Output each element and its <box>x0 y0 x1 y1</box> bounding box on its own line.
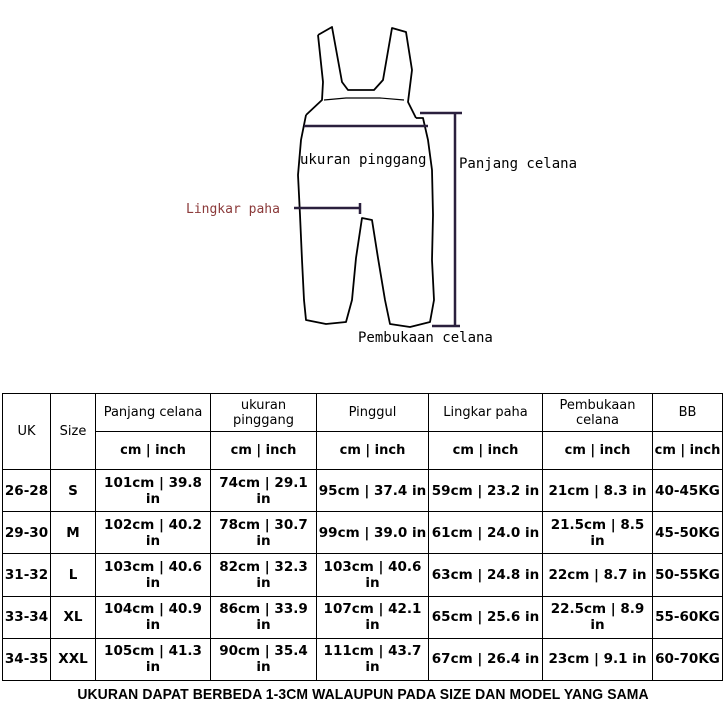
waist-label: ukuran pinggang <box>300 152 427 168</box>
overall-outline <box>298 27 434 327</box>
cell-weight: 45-50KG <box>653 512 723 554</box>
cell-waist: 90cm | 35.4 in <box>211 638 317 680</box>
cell-uk: 29-30 <box>3 512 51 554</box>
header-hip: Pinggul <box>317 394 429 432</box>
cell-hip: 95cm | 37.4 in <box>317 470 429 512</box>
cell-length: 105cm | 41.3 in <box>96 638 211 680</box>
header-uk: UK <box>3 394 51 470</box>
cell-waist: 74cm | 29.1 in <box>211 470 317 512</box>
header-opening-line2: celana <box>576 412 619 428</box>
cell-length: 102cm | 40.2 in <box>96 512 211 554</box>
cell-weight: 55-60KG <box>653 596 723 638</box>
cell-weight: 50-55KG <box>653 554 723 596</box>
unit-length: cm | inch <box>96 432 211 470</box>
cell-thigh: 59cm | 23.2 in <box>429 470 543 512</box>
unit-waist: cm | inch <box>211 432 317 470</box>
header-size: Size <box>51 394 96 470</box>
unit-weight: cm | inch <box>653 432 723 470</box>
unit-opening: cm | inch <box>543 432 653 470</box>
cell-opening: 21cm | 8.3 in <box>543 470 653 512</box>
cell-weight: 60-70KG <box>653 638 723 680</box>
cell-uk: 26-28 <box>3 470 51 512</box>
table-row <box>3 554 723 596</box>
cell-thigh: 65cm | 25.6 in <box>429 596 543 638</box>
header-length: Panjang celana <box>96 394 211 432</box>
header-thigh: Lingkar paha <box>429 394 543 432</box>
table-row <box>3 512 723 554</box>
measurement-lines <box>294 113 462 326</box>
table-row <box>3 470 723 512</box>
cell-hip: 111cm | 43.7 in <box>317 638 429 680</box>
cell-waist: 82cm | 32.3 in <box>211 554 317 596</box>
cell-length: 101cm | 39.8 in <box>96 470 211 512</box>
cell-size: XL <box>51 596 96 638</box>
header-waist-line1: ukuran <box>240 397 287 413</box>
cell-size: S <box>51 470 96 512</box>
cell-hip: 107cm | 42.1 in <box>317 596 429 638</box>
header-opening <box>543 394 653 432</box>
cell-opening: 21.5cm | 8.5 in <box>543 512 653 554</box>
cell-opening: 22.5cm | 8.9 in <box>543 596 653 638</box>
header-weight: BB <box>653 394 723 432</box>
cell-opening: 23cm | 9.1 in <box>543 638 653 680</box>
header-waist <box>211 394 317 432</box>
cell-thigh: 67cm | 26.4 in <box>429 638 543 680</box>
size-chart-table <box>2 393 723 681</box>
cell-uk: 33-34 <box>3 596 51 638</box>
length-label: Panjang celana <box>459 156 578 172</box>
unit-hip: cm | inch <box>317 432 429 470</box>
cell-size: XXL <box>51 638 96 680</box>
thigh-label: Lingkar paha <box>186 202 280 217</box>
table-row <box>3 596 723 638</box>
cell-waist: 86cm | 33.9 in <box>211 596 317 638</box>
cell-uk: 34-35 <box>3 638 51 680</box>
opening-label: Pembukaan celana <box>358 330 493 346</box>
cell-length: 104cm | 40.9 in <box>96 596 211 638</box>
cell-weight: 40-45KG <box>653 470 723 512</box>
header-opening-line1: Pembukaan <box>559 397 636 413</box>
cell-thigh: 63cm | 24.8 in <box>429 554 543 596</box>
cell-thigh: 61cm | 24.0 in <box>429 512 543 554</box>
header-waist-line2: pinggang <box>232 412 295 428</box>
unit-thigh: cm | inch <box>429 432 543 470</box>
cell-uk: 31-32 <box>3 554 51 596</box>
cell-size: M <box>51 512 96 554</box>
cell-waist: 78cm | 30.7 in <box>211 512 317 554</box>
cell-hip: 99cm | 39.0 in <box>317 512 429 554</box>
cell-hip: 103cm | 40.6 in <box>317 554 429 596</box>
cell-size: L <box>51 554 96 596</box>
cell-opening: 22cm | 8.7 in <box>543 554 653 596</box>
table-row <box>3 638 723 680</box>
size-disclaimer-note: UKURAN DAPAT BERBEDA 1-3CM WALAUPUN PADA SIZE DAN MODEL YANG SAMA <box>77 686 649 703</box>
cell-length: 103cm | 40.6 in <box>96 554 211 596</box>
